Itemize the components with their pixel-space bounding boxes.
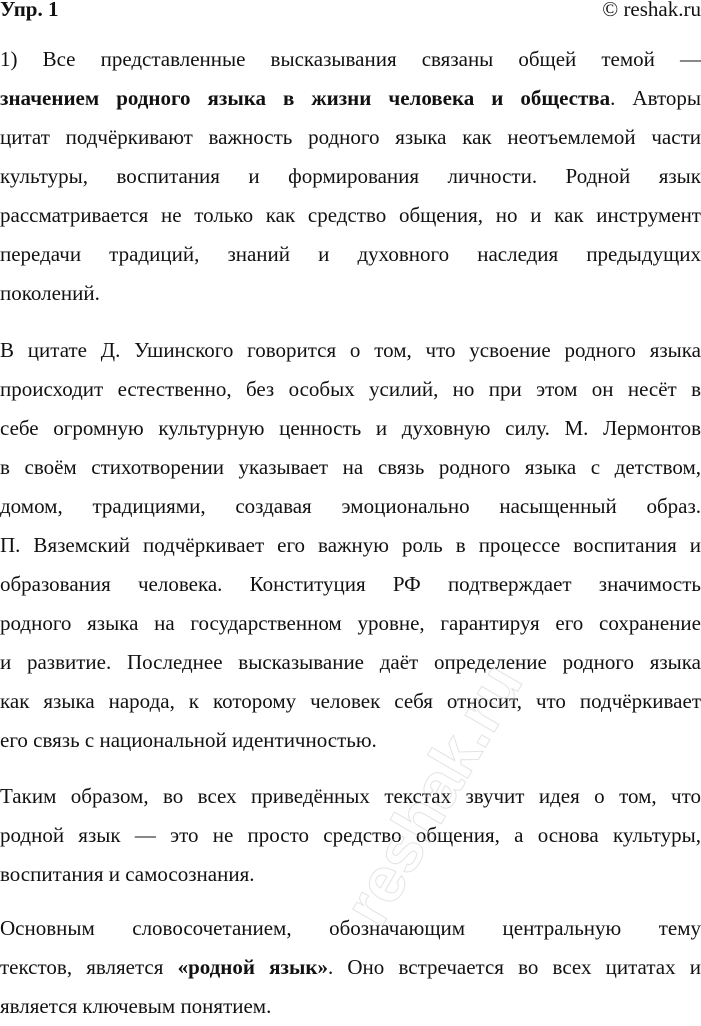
text-run: поколений. xyxy=(0,281,100,305)
text-line xyxy=(0,855,701,894)
text-line xyxy=(0,682,701,721)
text-run: как языка народа, к которому человек себя относит, что подчёркивает xyxy=(0,689,701,713)
text-run: передачи традиций, знаний и духовного наследия предыдущих xyxy=(0,242,701,266)
paragraph xyxy=(0,777,701,894)
text-line xyxy=(0,909,701,948)
paragraph xyxy=(0,909,701,1026)
text-run: воспитания и самосознания. xyxy=(0,862,255,886)
text-line xyxy=(0,274,701,313)
paragraph xyxy=(0,40,701,313)
text-line xyxy=(0,948,701,987)
text-run: Таким образом, во всех приведённых текстах звучит идея о том, что xyxy=(0,784,701,808)
text-line xyxy=(0,987,701,1026)
exercise-title: Упр. 1 xyxy=(0,0,59,21)
text-run: происходит естественно, без особых усилий, но при этом он несёт в xyxy=(0,377,701,401)
text-line xyxy=(0,643,701,682)
text-run: рассматривается не только как средство общения, но и как инструмент xyxy=(0,203,701,227)
text-run: и развитие. Последнее высказывание даёт определение родного языка xyxy=(0,650,701,674)
text-run: . Оно встречается во всех цитатах и xyxy=(327,955,701,979)
text-line xyxy=(0,816,701,855)
text-run: родного языка на государственном уровне, гарантируя его сохранение xyxy=(0,611,701,635)
text-run: его связь с национальной идентичностью. xyxy=(0,728,377,752)
text-run: 1) Все представленные высказывания связаны общей темой — xyxy=(0,47,701,71)
text-line xyxy=(0,526,701,565)
text-line xyxy=(0,604,701,643)
text-run: текстов, является xyxy=(0,955,178,979)
text-line xyxy=(0,79,701,118)
text-run: . Авторы xyxy=(610,86,701,110)
text-line xyxy=(0,448,701,487)
header xyxy=(0,0,701,26)
text-run: домом, традициями, создавая эмоционально насыщенный образ. xyxy=(0,494,701,518)
text-run: родной язык — это не просто средство общения, а основа культуры, xyxy=(0,823,701,847)
text-line xyxy=(0,777,701,816)
copyright-label: © reshak.ru xyxy=(602,0,701,21)
text-run: цитат подчёркивают важность родного языка как неотъемлемой части xyxy=(0,125,701,149)
text-line xyxy=(0,331,701,370)
text-line xyxy=(0,157,701,196)
bold-text: «родной язык» xyxy=(177,955,328,979)
text-line xyxy=(0,118,701,157)
text-line xyxy=(0,235,701,274)
text-run: образования человека. Конституция РФ подтверждает значимость xyxy=(0,572,701,596)
text-line xyxy=(0,370,701,409)
paragraph xyxy=(0,331,701,760)
text-run: является ключевым понятием. xyxy=(0,994,272,1018)
text-run: в своём стихотворении указывает на связь родного языка с детством, xyxy=(0,455,701,479)
text-run: себе огромную культурную ценность и духовную силу. М. Лермонтов xyxy=(0,416,701,440)
text-run: культуры, воспитания и формирования личности. Родной язык xyxy=(0,164,701,188)
text-line xyxy=(0,487,701,526)
text-line xyxy=(0,40,701,79)
text-run: Основным словосочетанием, обозначающим центральную тему xyxy=(0,916,701,940)
bold-text: значением родного языка в жизни человека и общества xyxy=(0,86,611,110)
svg-text:reshak.ru: reshak.ru xyxy=(329,651,537,937)
text-line xyxy=(0,565,701,604)
text-run: В цитате Д. Ушинского говорится о том, что усвоение родного языка xyxy=(0,338,701,362)
text-run: П. Вяземский подчёркивает его важную роль в процессе воспитания и xyxy=(0,533,701,557)
text-line xyxy=(0,721,701,760)
text-line xyxy=(0,409,701,448)
text-line xyxy=(0,196,701,235)
